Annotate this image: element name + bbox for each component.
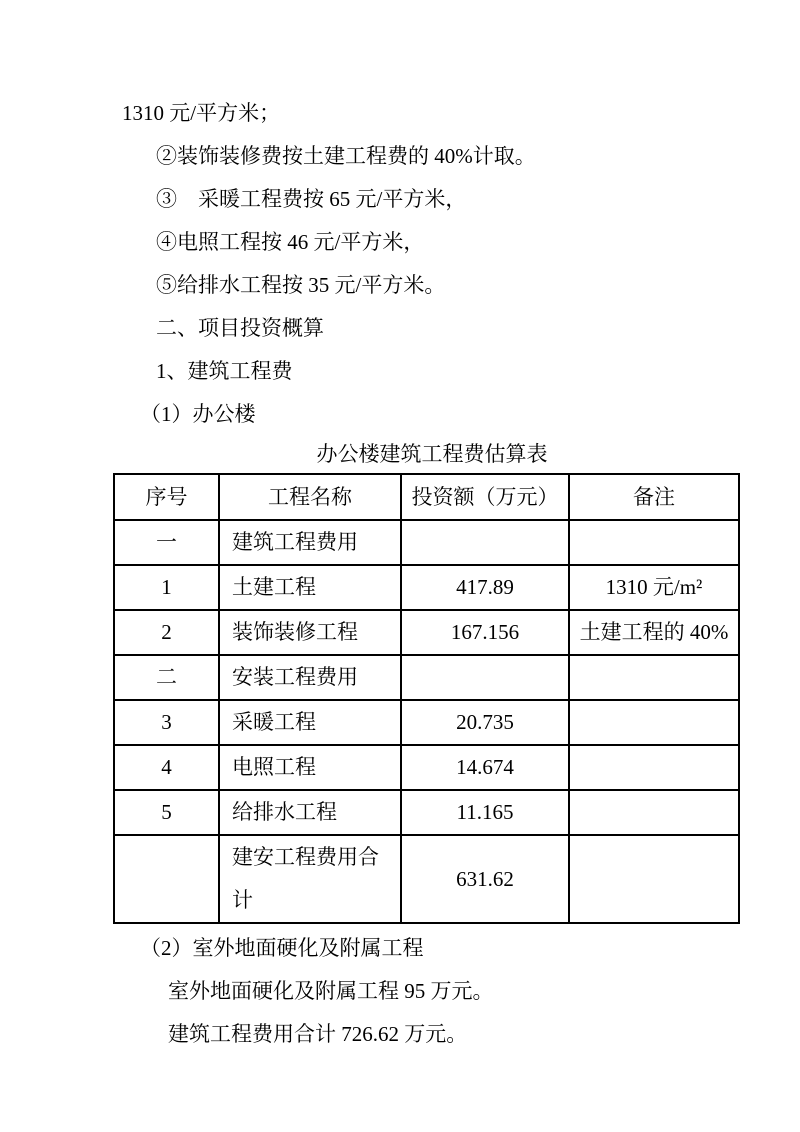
table-row <box>114 745 739 790</box>
table-row <box>114 790 739 835</box>
paragraph-item-2: ②装饰装修费按土建工程费的 40%计取。 <box>156 144 536 168</box>
paragraph-item-4: ④电照工程按 46 元/平方米， <box>156 230 425 254</box>
table-cell: 20.735 <box>401 700 569 745</box>
subsection-heading-1-1: （1）办公楼 <box>140 402 256 426</box>
table-cell: 14.674 <box>401 745 569 790</box>
table-row <box>114 655 739 700</box>
table-cell <box>401 655 569 700</box>
header-cell-index: 序号 <box>114 474 219 520</box>
table-cell: 土建工程的 40% <box>569 610 739 655</box>
table-cell <box>569 520 739 565</box>
table-row <box>114 565 739 610</box>
subsection-heading-1-2: （2）室外地面硬化及附属工程 <box>140 936 424 960</box>
paragraph-item-5: ⑤给排水工程按 35 元/平方米。 <box>156 273 446 297</box>
table-row <box>114 610 739 655</box>
table-cell: 建安工程费用合计 <box>219 835 401 923</box>
table-cell: 建筑工程费用 <box>219 520 401 565</box>
paragraph-item-3: ③ 采暖工程费按 65 元/平方米， <box>156 187 467 211</box>
paragraph-continuation: 1310 元/平方米； <box>122 101 281 125</box>
table-cell: 631.62 <box>401 835 569 923</box>
table-cell: 2 <box>114 610 219 655</box>
table-cell: 装饰装修工程 <box>219 610 401 655</box>
closing-paragraph: 建筑工程费用合计 726.62 万元。 <box>168 1022 468 1046</box>
table-cell: 11.165 <box>401 790 569 835</box>
table-header-row <box>114 474 739 520</box>
header-cell-investment: 投资额（万元） <box>401 474 569 520</box>
closing-paragraph: 室外地面硬化及附属工程 95 万元。 <box>168 979 494 1003</box>
table-cell: 4 <box>114 745 219 790</box>
section-heading-2: 二、项目投资概算 <box>156 316 324 340</box>
table-cell: 电照工程 <box>219 745 401 790</box>
table-cell: 土建工程 <box>219 565 401 610</box>
table-cell: 1 <box>114 565 219 610</box>
table-cell <box>569 790 739 835</box>
table-cell <box>569 835 739 923</box>
table-row-total <box>114 835 739 923</box>
table-cell: 给排水工程 <box>219 790 401 835</box>
header-cell-remarks: 备注 <box>569 474 739 520</box>
table-cell: 1310 元/m² <box>569 565 739 610</box>
table-cell: 采暖工程 <box>219 700 401 745</box>
subsection-heading-1: 1、建筑工程费 <box>156 359 293 383</box>
table-title: 办公楼建筑工程费估算表 <box>316 442 548 466</box>
table-row <box>114 520 739 565</box>
table-cell: 二 <box>114 655 219 700</box>
table-cell <box>114 835 219 923</box>
table-cell: 5 <box>114 790 219 835</box>
table-cell <box>569 655 739 700</box>
header-cell-name: 工程名称 <box>219 474 401 520</box>
table-cell <box>401 520 569 565</box>
table-cell <box>569 745 739 790</box>
table-row <box>114 700 739 745</box>
closing-section <box>122 927 742 1056</box>
table-cell: 安装工程费用 <box>219 655 401 700</box>
estimate-table <box>113 473 740 924</box>
table-cell: 167.156 <box>401 610 569 655</box>
table-cell: 3 <box>114 700 219 745</box>
table-cell: 417.89 <box>401 565 569 610</box>
table-cell <box>569 700 739 745</box>
table-cell: 一 <box>114 520 219 565</box>
